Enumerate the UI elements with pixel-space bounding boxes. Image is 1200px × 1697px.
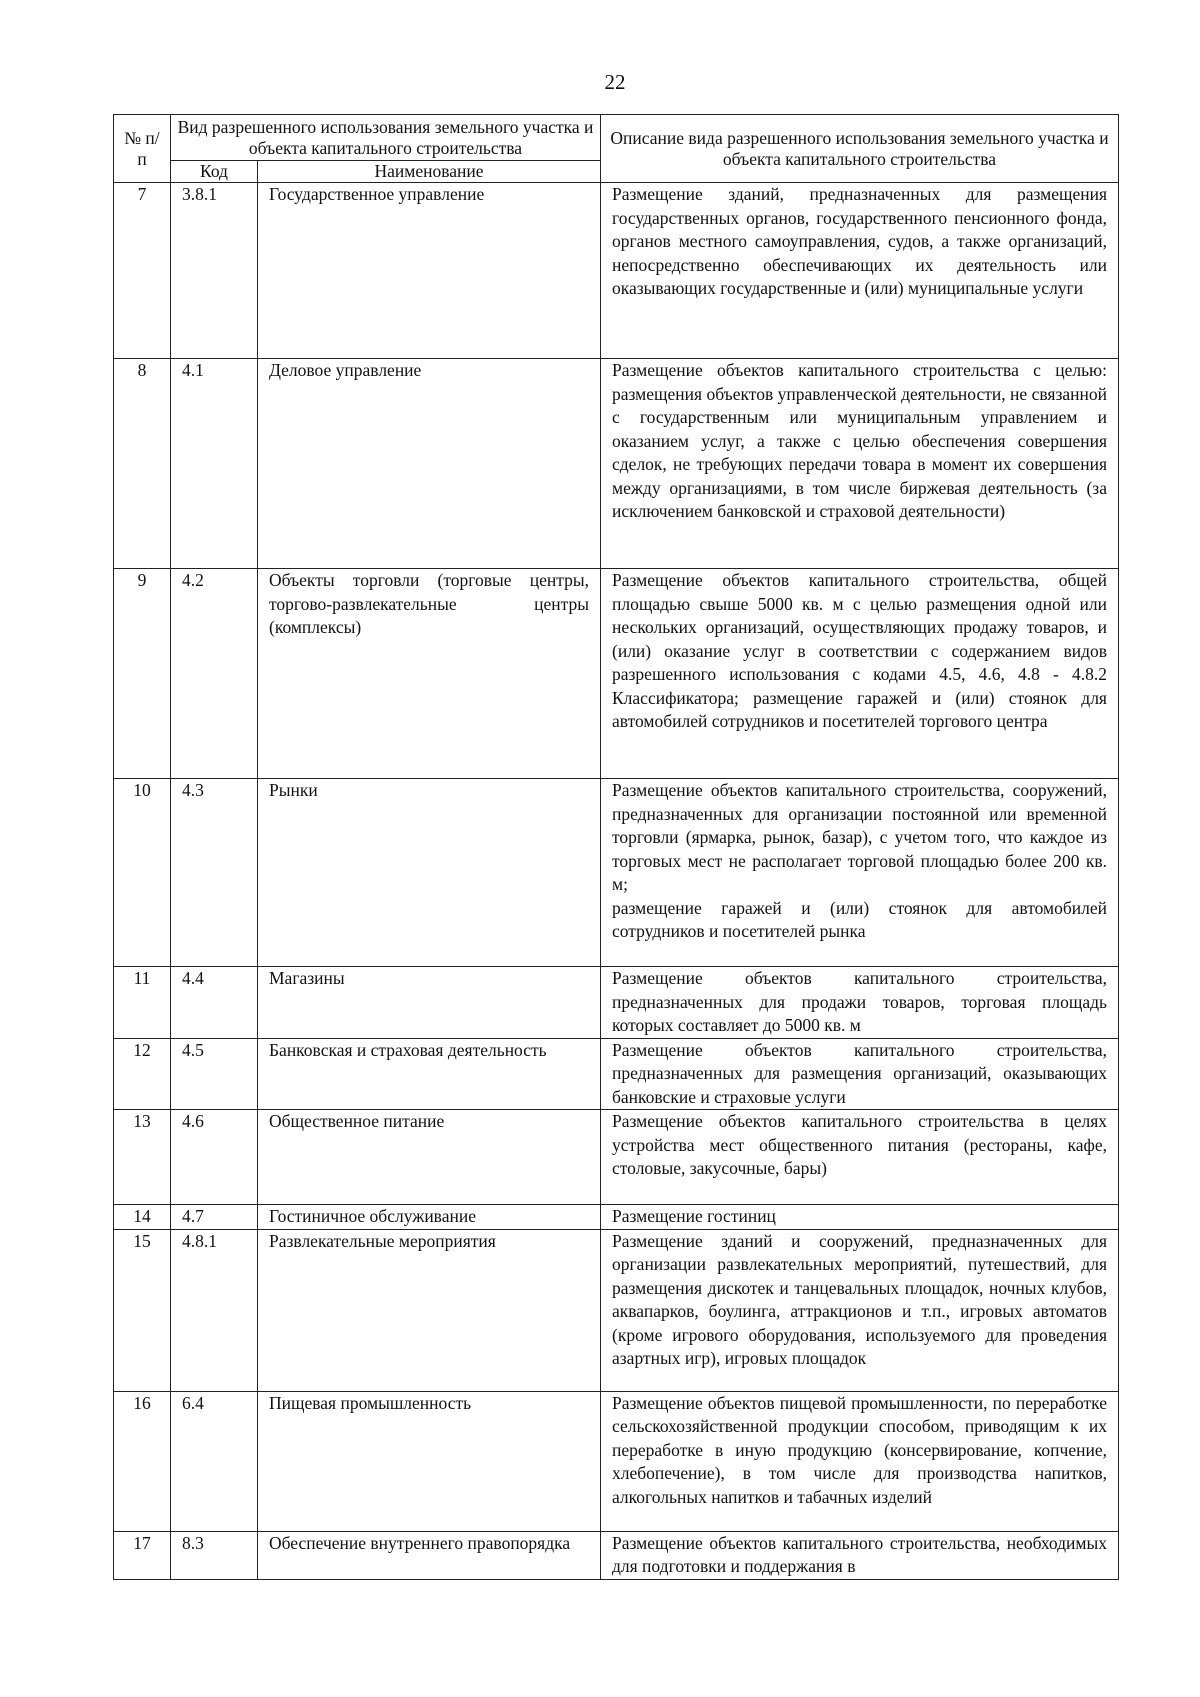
row-num: 17 (114, 1531, 171, 1579)
row-num: 8 (114, 359, 171, 569)
table-row (114, 967, 1119, 1039)
row-description: Размещение объектов пищевой промышленности, по переработке сельскохозяйственной продукции способом, приводящим к их переработке в иную продукцию (консервирование, копчение, хлебопечение), в том числе для производства напитков, алкогольных напитков и табачных изделий (601, 1391, 1119, 1531)
row-description-part1: Размещение объектов капитального строительства, сооружений, предназначенных для организации постоянной или временной торговли (ярмарка, рынок, базар), с учетом того, что каждое из торговых мест не располагает торговой площадью более 200 кв. м; (612, 780, 1107, 894)
row-code: 4.4 (171, 967, 258, 1039)
row-name: Объекты торговли (торговые центры, торгово-развлекательные центры (комплексы) (258, 569, 601, 779)
row-name: Общественное питание (258, 1110, 601, 1205)
row-name: Рынки (258, 779, 601, 967)
row-name: Магазины (258, 967, 601, 1039)
table-row (114, 779, 1119, 967)
row-code: 6.4 (171, 1391, 258, 1531)
row-name: Развлекательные мероприятия (258, 1229, 601, 1391)
row-num: 14 (114, 1205, 171, 1230)
row-code: 4.2 (171, 569, 258, 779)
row-code: 4.1 (171, 359, 258, 569)
row-code: 4.3 (171, 779, 258, 967)
table-row (114, 1229, 1119, 1391)
row-code: 3.8.1 (171, 183, 258, 359)
header-code: Код (171, 161, 258, 183)
row-num: 7 (114, 183, 171, 359)
row-code: 4.8.1 (171, 1229, 258, 1391)
row-description: Размещение гостиниц (601, 1205, 1119, 1230)
row-description: Размещение зданий, предназначенных для размещения государственных органов, государственного пенсионного фонда, органов местного самоуправления, судов, а также организаций, непосредственно обеспечивающих их деятельность или оказывающих государственные и (или) муниципальные услуги (601, 183, 1119, 359)
row-code: 4.5 (171, 1038, 258, 1110)
table-row (114, 569, 1119, 779)
row-num: 12 (114, 1038, 171, 1110)
row-name: Деловое управление (258, 359, 601, 569)
table-row (114, 1038, 1119, 1110)
row-description: Размещение зданий и сооружений, предназначенных для организации развлекательных мероприятий, путешествий, для размещения дискотек и танцевальных площадок, ночных клубов, аквапарков, боулинга, аттракционов и т.п., игровых автоматов (кроме игрового оборудования, используемого для проведения азартных игр), игровых площадок (601, 1229, 1119, 1391)
header-num: № п/п (114, 115, 171, 183)
row-num: 9 (114, 569, 171, 779)
header-name: Наименование (258, 161, 601, 183)
land-use-table (113, 114, 1119, 1580)
table-row (114, 1531, 1119, 1579)
table-row (114, 359, 1119, 569)
row-description: Размещение объектов капитального строительства, общей площадью свыше 5000 кв. м с целью размещения одной или нескольких организаций, осуществляющих продажу товаров, и (или) оказание услуг в соответствии с содержанием видов разрешенного использования с кодами 4.5, 4.6, 4.8 - 4.8.2 Классификатора; размещение гаражей и (или) стоянок для автомобилей сотрудников и посетителей торгового центра (601, 569, 1119, 779)
row-num: 16 (114, 1391, 171, 1531)
row-name: Обеспечение внутреннего правопорядка (258, 1531, 601, 1579)
row-description: Размещение объектов капитального строительства, необходимых для подготовки и поддержания в (601, 1531, 1119, 1579)
table-row (114, 1205, 1119, 1230)
row-code: 4.6 (171, 1110, 258, 1205)
table-row (114, 1110, 1119, 1205)
table-row (114, 183, 1119, 359)
header-group: Вид разрешенного использования земельного участка и объекта капитального строительства (171, 115, 601, 161)
row-name: Государственное управление (258, 183, 601, 359)
row-num: 10 (114, 779, 171, 967)
header-description: Описание вида разрешенного использования земельного участка и объекта капитального строительства (601, 115, 1119, 183)
row-code: 4.7 (171, 1205, 258, 1230)
row-description-part2: размещение гаражей и (или) стоянок для автомобилей сотрудников и посетителей рынка (612, 897, 1107, 941)
row-name: Гостиничное обслуживание (258, 1205, 601, 1230)
row-code: 8.3 (171, 1531, 258, 1579)
row-name: Банковская и страховая деятельность (258, 1038, 601, 1110)
table-row (114, 1391, 1119, 1531)
row-num: 15 (114, 1229, 171, 1391)
row-description: Размещение объектов капитального строительства, предназначенных для продажи товаров, торговая площадь которых составляет до 5000 кв. м (601, 967, 1119, 1039)
row-description: Размещение объектов капитального строительства с целью: размещения объектов управленческой деятельности, не связанной с государственным или муниципальным управлением и оказанием услуг, а также с целью обеспечения совершения сделок, не требующих передачи товара в момент их совершения между организациями, в том числе биржевая деятельность (за исключением банковской и страховой деятельности) (601, 359, 1119, 569)
row-num: 11 (114, 967, 171, 1039)
row-name: Пищевая промышленность (258, 1391, 601, 1531)
row-description: Размещение объектов капитального строительства, предназначенных для размещения организаций, оказывающих банковские и страховые услуги (601, 1038, 1119, 1110)
row-num: 13 (114, 1110, 171, 1205)
row-description: Размещение объектов капитального строительства в целях устройства мест общественного питания (рестораны, кафе, столовые, закусочные, бары) (601, 1110, 1119, 1205)
page-number: 22 (604, 70, 626, 94)
row-description (601, 779, 1119, 967)
